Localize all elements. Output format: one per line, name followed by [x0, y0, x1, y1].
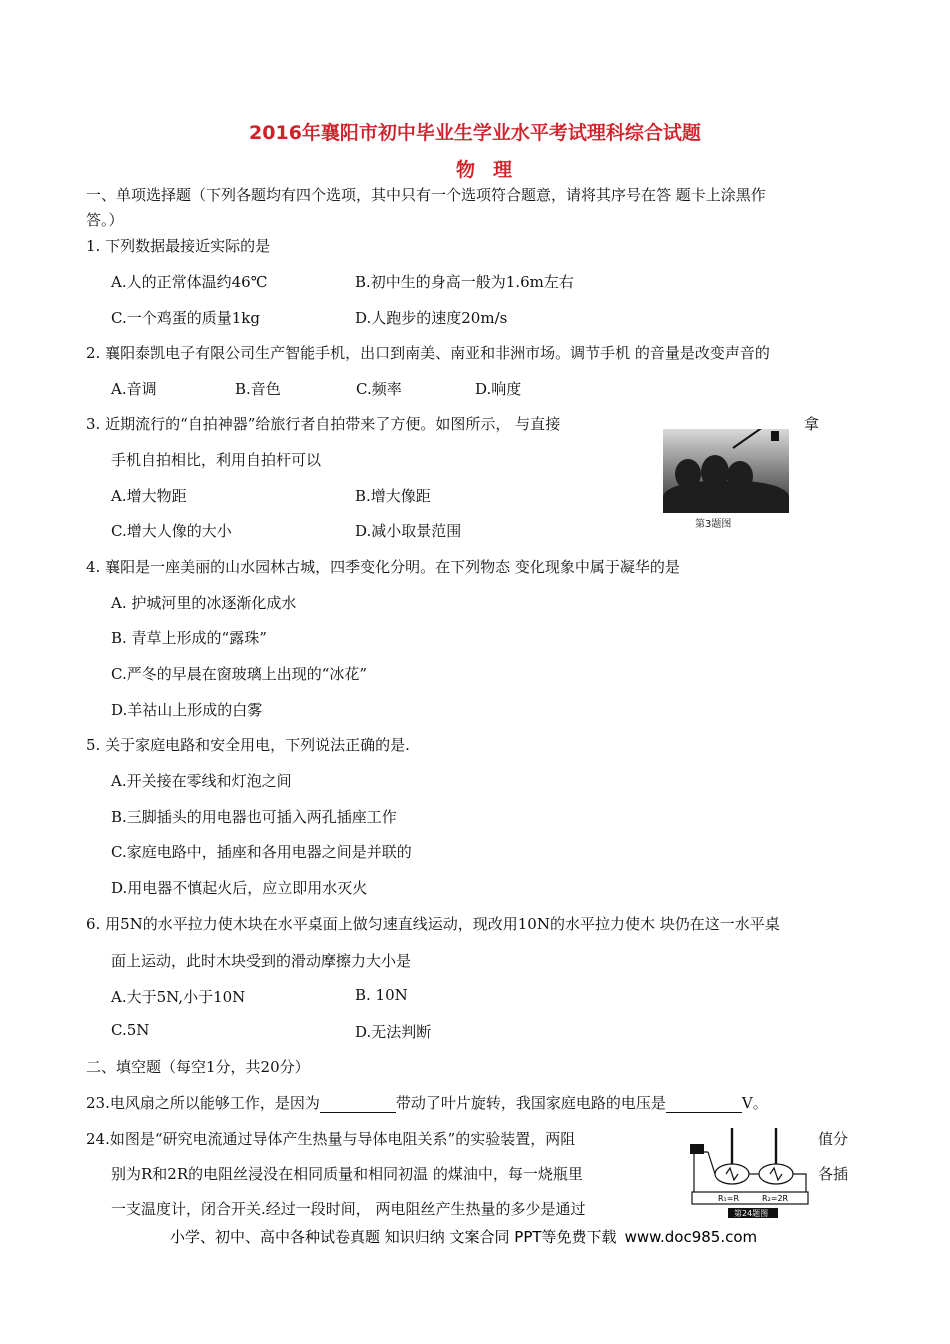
q1-stem: 1. 下列数据最接近实际的是: [86, 237, 271, 255]
q3-stem-line2: 手机自拍相比，利用自拍杆可以: [111, 451, 322, 469]
q6-stem-line1: 6. 用5N的水平拉力使木块在水平桌面上做匀速直线运动，现改用10N的水平拉力使木 块仍在这一水平桌: [86, 915, 780, 933]
q24-label-r1: R₁=R: [718, 1194, 740, 1203]
q24-line1-left: 24.如图是“研究电流通过导体产生热量与导体电阻关系”的实验装置，两阻: [86, 1130, 576, 1148]
q3-stem-line1: 3. 近期流行的“自拍神器”给旅行者自拍带来了方便。如图所示， 与直接: [86, 415, 561, 433]
q6-stem-line2: 面上运动，此时木块受到的滑动摩擦力大小是: [111, 952, 412, 970]
q23-part1: 23.电风扇之所以能够工作，是因为: [86, 1094, 320, 1112]
q1-option-c: C.一个鸡蛋的质量1kg: [111, 309, 260, 327]
page-footer: [170, 1226, 757, 1247]
q3-option-c: C.增大人像的大小: [111, 522, 232, 540]
q6-option-c: C.5N: [111, 1021, 150, 1039]
q3-figure-caption: 第3题图: [695, 519, 732, 530]
q1-option-d: D.人跑步的速度20m/s: [355, 309, 508, 327]
q23-blank2: [666, 1094, 742, 1113]
q6-option-a: A.大于5N,小于10N: [111, 988, 246, 1006]
footer-text: 小学、初中、高中各种试卷真题 知识归纳 文案合同 PPT等免费下载: [170, 1228, 617, 1246]
q2-stem: 2. 襄阳泰凯电子有限公司生产智能手机，出口到南美、南亚和非洲市场。调节手机 的音量是改变声音的: [86, 344, 770, 362]
q2-option-d: D.响度: [475, 380, 522, 398]
q5-option-a: A.开关接在零线和灯泡之间: [111, 772, 292, 790]
selfie-stick-photo: [663, 429, 789, 513]
q2-option-a: A.音调: [111, 380, 157, 398]
q24-line1-right: 值分: [818, 1130, 849, 1148]
q23-part2: 带动了叶片旋转，我国家庭电路的电压是: [395, 1094, 666, 1112]
q3-option-b: B.增大像距: [355, 487, 431, 505]
q3-option-d: D.减小取景范围: [355, 522, 462, 540]
q5-stem: 5. 关于家庭电路和安全用电，下列说法正确的是.: [86, 736, 410, 754]
q24-line3: 一支温度计，闭合开关.经过一段时间， 两电阻丝产生热量的多少是通过: [111, 1200, 586, 1218]
q1-option-a: A.人的正常体温约46℃: [111, 273, 268, 291]
q24-label-r2: R₂=2R: [762, 1194, 789, 1203]
q3-option-a: A.增大物距: [111, 487, 187, 505]
q1-option-b: B.初中生的身高一般为1.6m左右: [355, 273, 574, 291]
q5-option-d: D.用电器不慎起火后，应立即用水灭火: [111, 879, 368, 897]
q4-option-d: D.羊祜山上形成的白雾: [111, 701, 263, 719]
q6-option-b: B. 10N: [355, 986, 408, 1004]
q3-stem-right: 拿: [804, 415, 820, 433]
q2-option-b: B.音色: [235, 380, 281, 398]
q24-figure-caption: 第24题图: [734, 1209, 769, 1218]
footer-site[interactable]: www.doc985.com: [624, 1228, 758, 1246]
q4-option-b: B. 青草上形成的“露珠”: [111, 629, 267, 647]
q24-line2-right: 各插: [818, 1165, 849, 1183]
q24-circuit-diagram: [688, 1122, 816, 1218]
q4-stem: 4. 襄阳是一座美丽的山水园林古城，四季变化分明。在下列物态 变化现象中属于凝华的是: [86, 558, 680, 576]
q24-line2-left: 别为R和2R的电阻丝浸没在相同质量和相同初温 的煤油中，每一烧瓶里: [111, 1165, 583, 1183]
q4-option-a: A. 护城河里的冰逐渐化成水: [111, 594, 297, 612]
q23-line: [86, 1092, 768, 1113]
q5-option-c: C.家庭电路中，插座和各用电器之间是并联的: [111, 843, 412, 861]
section1-heading-line2: 答。）: [86, 211, 124, 229]
q23-blank1: [320, 1094, 396, 1113]
q6-option-d: D.无法判断: [355, 1023, 432, 1041]
q4-option-c: C.严冬的早晨在窗玻璃上出现的“冰花”: [111, 665, 368, 683]
q23-part3: V。: [741, 1094, 768, 1112]
exam-title: 2016年襄阳市初中毕业生学业水平考试理科综合试题: [249, 122, 701, 144]
q2-option-c: C.频率: [356, 380, 402, 398]
section2-heading: 二、填空题（每空1分，共20分）: [86, 1058, 310, 1076]
q5-option-b: B.三脚插头的用电器也可插入两孔插座工作: [111, 808, 397, 826]
subject-title: 物理: [455, 159, 530, 181]
section1-heading-line1: 一、单项选择题（下列各题均有四个选项，其中只有一个选项符合题意，请将其序号在答 题卡上涂黑作: [86, 186, 766, 204]
